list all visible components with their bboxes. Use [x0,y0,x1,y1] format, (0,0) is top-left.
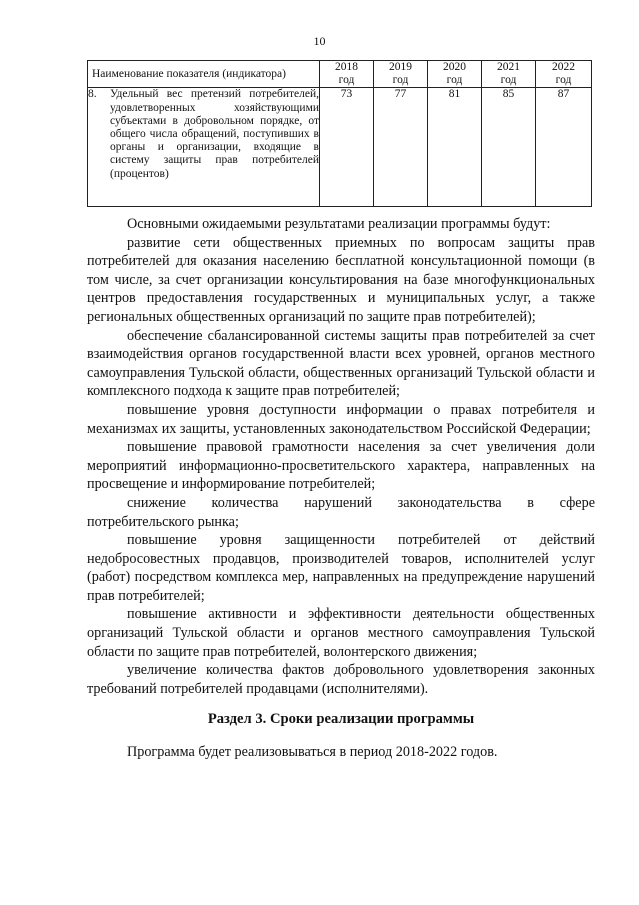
year-unit: год [392,74,409,87]
year-value: 2021 [497,61,520,73]
indicator-value-2019: 77 [374,88,428,207]
result-item: повышение активности и эффективности деятельности общественных организаций Тульской области и органов местного самоуправления Тульской области по защите прав потребителей, волонтерского движения; [87,606,595,660]
results-intro: Основными ожидаемыми результатами реализации программы будут: [127,216,551,232]
table-header-row [88,61,592,88]
year-header [428,61,482,88]
indicator-name: Удельный вес претензий потребителей, удовлетворенных хозяйствующими субъектами в добровольном порядке, от общего числа обращений, поступивших в органы и организации, входящие в систему защиты прав потребителей (процентов) [110,88,319,180]
result-item: развитие сети общественных приемных по вопросам защиты прав потребителей для оказания населению бесплатной консультационной помощи (в том числе, за счет организации консультирования на базе многофункциональных центров предоставления государственных и муниципальных услуг, а также региональных общественных организаций по защите прав потребителей); [87,234,595,325]
year-value: 2018 [335,61,358,73]
page-number: 10 [313,34,326,48]
year-unit: год [446,74,463,87]
year-value: 2022 [552,61,575,73]
year-unit: год [500,74,517,87]
result-item: повышение правовой грамотности населения за счет увеличения доли мероприятий информационно-просветительского характера, направленных на просвещение и информирование потребителей; [87,439,595,493]
program-period-text: Программа будет реализовываться в период 2018-2022 годов. [127,744,498,761]
indicator-value-2021: 85 [482,88,536,207]
table-row [88,88,592,207]
section-title: Раздел 3. Сроки реализации программы [207,711,475,728]
year-value: 2020 [443,61,466,73]
result-item: увеличение количества фактов добровольного удовлетворения законных требований потребителей продавцами (исполнителями). [87,662,595,697]
year-unit: год [338,74,355,87]
indicator-name-cell [88,88,320,207]
result-item: повышение уровня защищенности потребителей от действий недобросовестных продавцов, производителей товаров, исполнителей услуг (работ) посредством комплекса мер, направленных на предупреждение нарушений прав потребителей; [87,532,595,604]
indicator-name-header: Наименование показателя (индикатора) [88,61,320,88]
result-item: обеспечение сбалансированной системы защиты прав потребителей за счет взаимодействия органов государственной власти всех уровней, органов местного самоуправления Тульской области, общественных организаций Тульской области и комплексного подхода к защите прав потребителей; [87,327,595,400]
year-unit: год [555,74,572,87]
result-item: снижение количества нарушений законодательства в сфере потребительского рынка; [87,494,595,530]
document-body [87,215,595,762]
year-header [320,61,374,88]
indicator-value-2018: 73 [320,88,374,207]
indicator-table [87,60,592,207]
indicator-value-2022: 87 [536,88,592,207]
year-header [482,61,536,88]
year-header [536,61,592,88]
result-item: повышение уровня доступности информации о правах потребителя и механизмах их защиты, установленных законодательством Российской Федерации; [87,401,595,437]
row-number: 8. [88,88,97,101]
year-header [374,61,428,88]
indicator-value-2020: 81 [428,88,482,207]
year-value: 2019 [389,61,412,73]
